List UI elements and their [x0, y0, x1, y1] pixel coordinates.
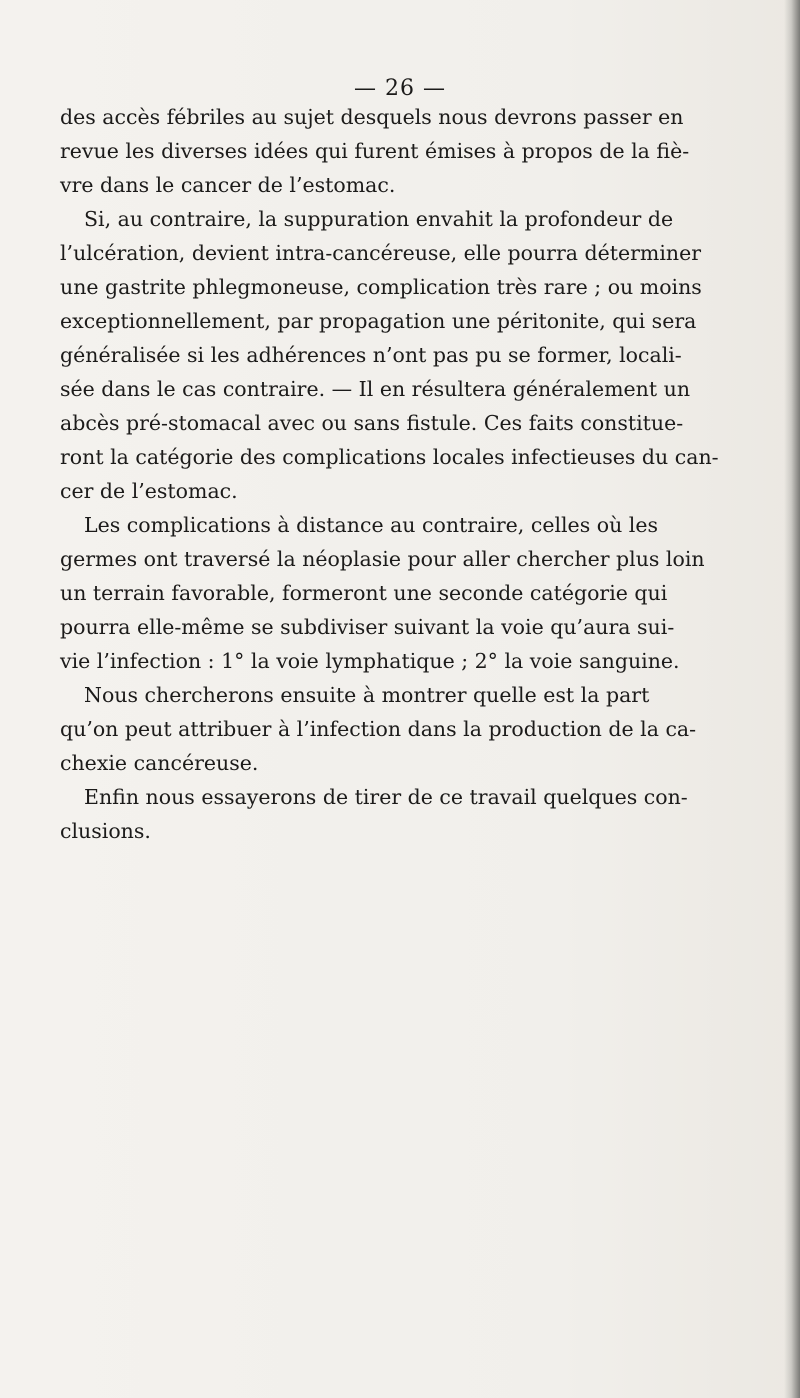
- paragraph-start-line: Nous chercherons ensuite à montrer quelle est la part: [84, 683, 650, 707]
- text-line: cer de l’estomac.: [60, 479, 238, 503]
- text-line: généralisée si les adhérences n’ont pas pu se former, locali-: [60, 343, 682, 367]
- text-line: abcès pré-stomacal avec ou sans fistule. Ces faits constitue-: [60, 411, 684, 435]
- paragraph-start-line: Les complications à distance au contraire, celles où les: [84, 513, 658, 537]
- text-line: une gastrite phlegmoneuse, complication très rare ; ou moins: [60, 275, 702, 299]
- text-line: sée dans le cas contraire. — Il en résultera généralement un: [60, 377, 691, 401]
- page-number: — 26 —: [354, 76, 446, 101]
- text-line: exceptionnellement, par propagation une péritonite, qui sera: [60, 309, 697, 333]
- text-line: vie l’infection : 1° la voie lymphatique ; 2° la voie sanguine.: [60, 649, 680, 673]
- paragraph-start-line: Si, au contraire, la suppuration envahit la profondeur de: [84, 207, 674, 231]
- text-line: des accès fébriles au sujet desquels nous devrons passer en: [60, 105, 684, 129]
- text-line: revue les diverses idées qui furent émises à propos de la fiè-: [60, 139, 690, 163]
- paragraph-start-line: Enfin nous essayerons de tirer de ce travail quelques con-: [84, 785, 688, 809]
- text-line: vre dans le cancer de l’estomac.: [60, 173, 396, 197]
- text-line: germes ont traversé la néoplasie pour aller chercher plus loin: [60, 547, 705, 571]
- text-line: ront la catégorie des complications locales infectieuses du can-: [60, 445, 719, 469]
- text-line: pourra elle-même se subdiviser suivant la voie qu’aura sui-: [60, 615, 675, 639]
- text-line: qu’on peut attribuer à l’infection dans la production de la ca-: [60, 717, 697, 741]
- body-text: [0, 92, 800, 1142]
- text-line: un terrain favorable, formeront une seconde catégorie qui: [60, 581, 668, 605]
- text-line: chexie cancéreuse.: [60, 751, 259, 775]
- text-line: l’ulcération, devient intra-cancéreuse, elle pourra déterminer: [60, 241, 702, 265]
- text-line: clusions.: [60, 819, 151, 843]
